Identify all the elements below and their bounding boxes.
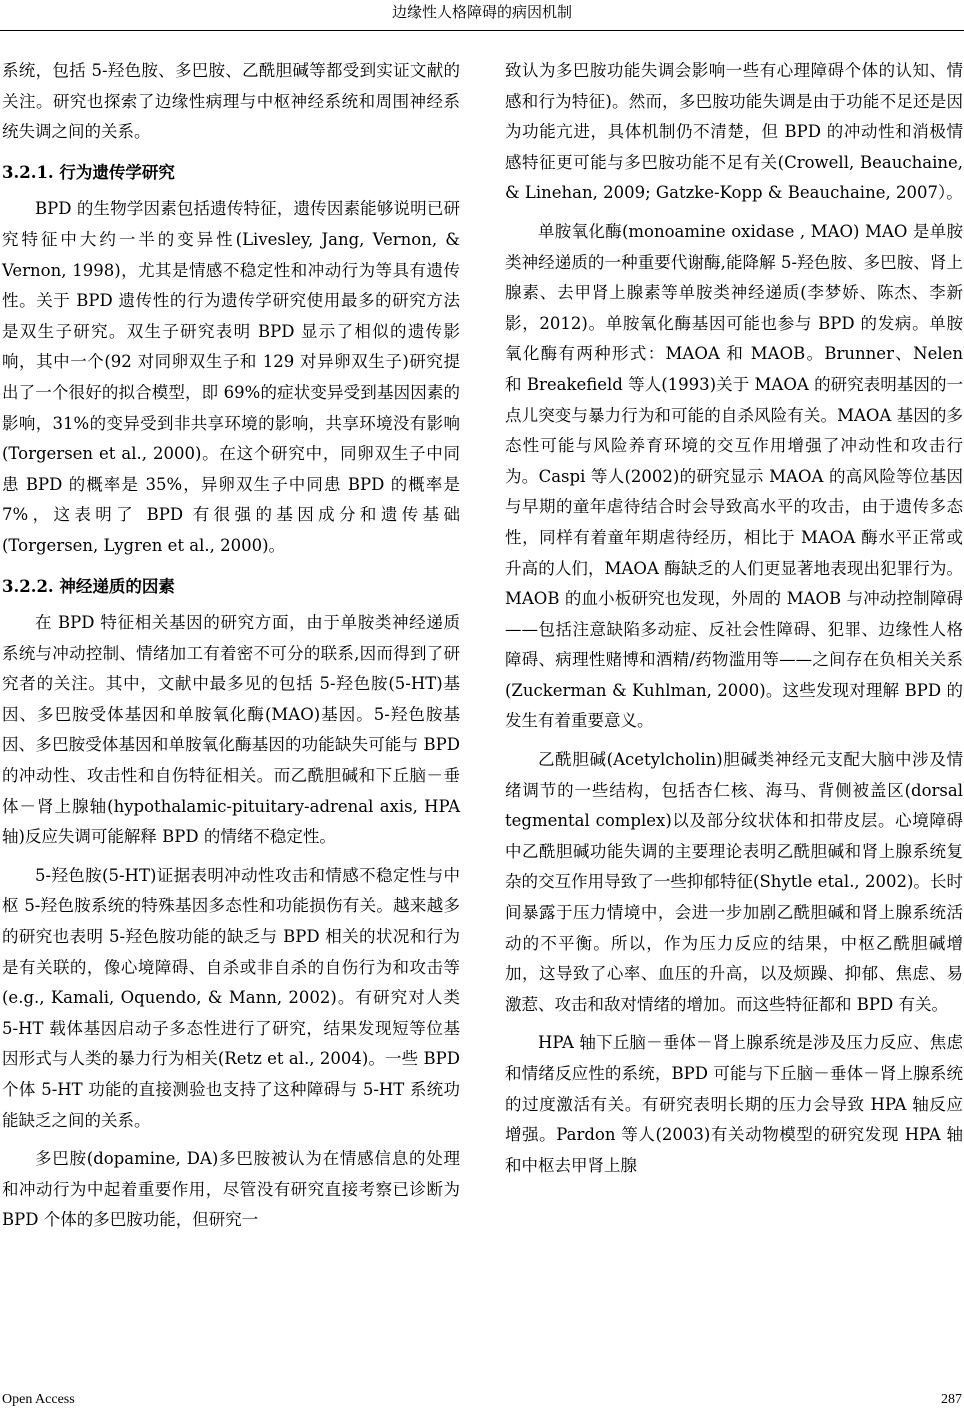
paragraph: 乙酰胆碱(Acetylcholin)胆碱类神经元支配大脑中涉及情绪调节的一些结构，包括杏仁核、海马、背侧被盖区(dorsal tegmental complex)以及部分纹状体和扣带皮层。心境障碍中乙酰胆碱功能失调的主要理论表明乙酰胆碱和肾上腺系统复杂的交互作用导致了一些抑郁特征(Shytle etal., 2002)。长时间暴露于压力情境中，会进一步加剧乙酰胆碱和肾上腺系统活动的不平衡。所以，作为压力反应的结果，中枢乙酰胆碱增加，这导致了心率、血压的升高，以及烦躁、抑郁、焦虑、易激惹、攻击和敌对情绪的增加。而这些特征都和 BPD 有关。 xyxy=(505,750,963,1014)
paragraph: BPD 的生物学因素包括遗传特征，遗传因素能够说明已研究特征中大约一半的变异性(Livesley, Jang, Vernon, & Vernon, 1998)，尤其是情感不稳定性和冲动行为等具有遗传性。关于 BPD 遗传性的行为遗传学研究使用最多的研究方法是双生子研究。双生子研究表明 BPD 显示了相似的遗传影响，其中一个(92 对同卵双生子和 129 对异卵双生子)研究提出了一个很好的拟合模型，即 69%的症状变异受到基因因素的影响，31%的变异受到非共享环境的影响，共享环境没有影响(Torgersen et al., 2000)。在这个研究中，同卵双生子中同患 BPD 的概率是 35%，异卵双生子中同患 BPD 的概率是 7%，这表明了 BPD 有很强的基因成分和遗传基础(Torgersen, Lygren et al., 2000)。 xyxy=(2,199,460,555)
running-header: 边缘性人格障碍的病因机制 xyxy=(0,0,964,31)
page-number: 287 xyxy=(941,1392,962,1407)
section-heading: 3.2.2. 神经递质的因素 xyxy=(2,576,175,596)
paragraph: 系统，包括 5-羟色胺、多巴胺、乙酰胆碱等都受到实证文献的关注。研究也探索了边缘性病理与中枢神经系统和周围神经系统失调之间的关系。 xyxy=(2,61,460,142)
section-heading: 3.2.1. 行为遗传学研究 xyxy=(2,162,175,182)
footer-publisher: Open Access xyxy=(2,1392,75,1407)
paragraph: 单胺氧化酶(monoamine oxidase , MAO) MAO 是单胺类神经递质的一种重要代谢酶,能降解 5-羟色胺、多巴胺、肾上腺素、去甲肾上腺素等单胺类神经递质(李梦娇、陈杰、李新影，2012)。单胺氧化酶基因可能也参与 BPD 的发病。单胺氧化酶有两种形式：MAOA 和 MAOB。Brunner、Nelen 和 Breakefield 等人(1993)关于 MAOA 的研究表明基因的一点儿突变与暴力行为和可能的自杀风险有关。MAOA 基因的多态性可能与风险养育环境的交互作用增强了冲动性和攻击行为。Caspi 等人(2002)的研究显示 MAOA 的高风险等位基因与早期的童年虐待结合时会导致高水平的攻击，由于遗传多态性，同样有着童年期虐待经历，相比于 MAOA 酶水平正常或升高的人们，MAOA 酶缺乏的人们更显著地表现出犯罪行为。MAOB 的血小板研究也发现，外周的 MAOB 与冲动控制障碍——包括注意缺陷多动症、反社会性障碍、犯罪、边缘性人格障碍、病理性赌博和酒精/药物滥用等——之间存在负相关关系(Zuckerman & Kuhlman, 2000)。这些发现对理解 BPD 的发生有着重要意义。 xyxy=(505,221,963,731)
left-column xyxy=(2,56,460,1244)
paragraph: 多巴胺(dopamine, DA)多巴胺被认为在情感信息的处理和冲动行为中起着重要作用，尽管没有研究直接考察已诊断为 BPD 个体的多巴胺功能，但研究一 xyxy=(2,1149,460,1230)
paragraph: 致认为多巴胺功能失调会影响一些有心理障碍个体的认知、情感和行为特征)。然而，多巴胺功能失调是由于功能不足还是因为功能亢进，具体机制仍不清楚，但 BPD 的冲动性和消极情感特征更可能与多巴胺功能不足有关(Crowell, Beauchaine, & Linehan, 2009; Gatzke-Kopp & Beauchaine, 2007）。 xyxy=(505,61,963,203)
right-column xyxy=(505,56,963,1189)
paragraph: 5-羟色胺(5-HT)证据表明冲动性攻击和情感不稳定性与中枢 5-羟色胺系统的特殊基因多态性和功能损伤有关。越来越多的研究也表明 5-羟色胺功能的缺乏与 BPD 相关的状况和行为是有关联的，像心境障碍、自杀或非自杀的自伤行为和攻击等(e.g., Kamali, Oquendo, & Mann, 2002)。有研究对人类 5-HT 载体基因启动子多态性进行了研究，结果发现短等位基因形式与人类的暴力行为相关(Retz et al., 2004)。一些 BPD 个体 5-HT 功能的直接测验也支持了这种障碍与 5-HT 系统功能缺乏之间的关系。 xyxy=(2,865,460,1130)
paragraph: 在 BPD 特征相关基因的研究方面，由于单胺类神经递质系统与冲动控制、情绪加工有着密不可分的联系,因而得到了研究者的关注。其中，文献中最多见的包括 5-羟色胺(5-HT)基因、多巴胺受体基因和单胺氧化酶(MAO)基因。5-羟色胺基因、多巴胺受体基因和单胺氧化酶基因的功能缺失可能与 BPD 的冲动性、攻击性和自伤特征相关。而乙酰胆碱和下丘脑－垂体－肾上腺轴(hypothalamic-pituitary-adrenal axis, HPA 轴)反应失调可能解释 BPD 的情绪不稳定性。 xyxy=(2,613,460,847)
paragraph: HPA 轴下丘脑－垂体－肾上腺系统是涉及压力反应、焦虑和情绪反应性的系统，BPD 可能与下丘脑－垂体－肾上腺系统的过度激活有关。有研究表明长期的压力会导致 HPA 轴反应增强。Pardon 等人(2003)有关动物模型的研究发现 HPA 轴和中枢去甲肾上腺 xyxy=(505,1033,963,1175)
